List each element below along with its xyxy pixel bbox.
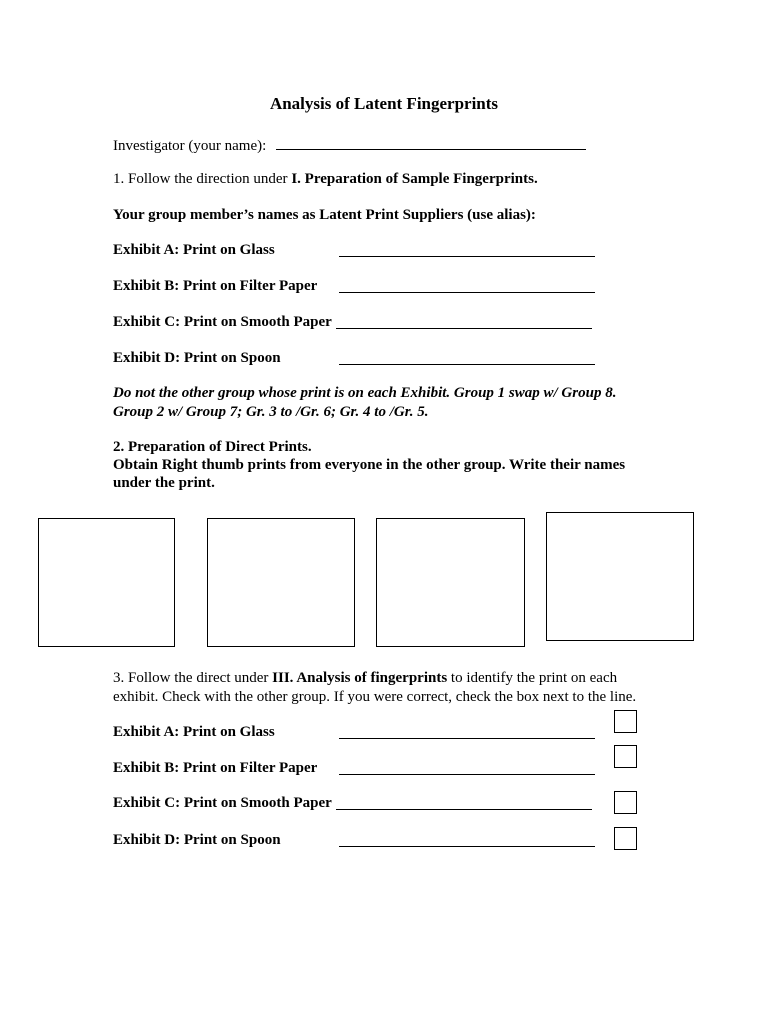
exhibit-d-row xyxy=(113,349,281,368)
step2-heading-text: 2. Preparation of Direct Prints. xyxy=(113,439,312,455)
exhibit-b-row xyxy=(113,277,317,296)
exhibit-c-blank[interactable] xyxy=(336,314,592,329)
result-exhibit-c-checkbox[interactable] xyxy=(614,791,637,814)
exhibit-a-row xyxy=(113,241,275,260)
swap-note-line2: Group 2 w/ Group 7; Gr. 3 to /Gr. 6; Gr. 4 to /Gr. 5. xyxy=(113,404,429,420)
exhibit-a-label: Exhibit A: Print on Glass xyxy=(113,242,275,258)
exhibit-b-blank[interactable] xyxy=(339,278,595,293)
investigator-row xyxy=(113,135,586,156)
step2-line1-text: Obtain Right thumb prints from everyone in the other group. Write their names xyxy=(113,457,626,473)
result-exhibit-a-blank[interactable] xyxy=(339,724,595,739)
exhibit-c-label: Exhibit C: Print on Smooth Paper xyxy=(113,314,332,330)
step3-line1 xyxy=(113,669,617,688)
thumbprint-box-2[interactable] xyxy=(207,518,355,647)
investigator-label: Investigator (your name): xyxy=(113,138,267,154)
result-exhibit-c-label: Exhibit C: Print on Smooth Paper xyxy=(113,795,332,811)
exhibit-d-label: Exhibit D: Print on Spoon xyxy=(113,350,281,366)
step1-prefix: 1. Follow the direction under xyxy=(113,171,292,187)
page-title: Analysis of Latent Fingerprints xyxy=(269,94,499,113)
step3-line2: exhibit. Check with the other group. If you were correct, check the box next to the line. xyxy=(113,689,637,705)
result-exhibit-b-blank[interactable] xyxy=(339,760,595,775)
step2-heading xyxy=(113,438,312,457)
exhibit-a-blank[interactable] xyxy=(339,242,595,257)
group-names-label xyxy=(113,206,536,225)
exhibit-d-blank[interactable] xyxy=(339,350,595,365)
swap-note-line1: Do not the other group whose print is on each Exhibit. Group 1 swap w/ Group 8. xyxy=(113,385,617,401)
step3-prefix: 3. Follow the direct under xyxy=(113,670,273,686)
step1-section-ref: I. Preparation of Sample Fingerprints. xyxy=(291,171,538,187)
result-exhibit-d-row xyxy=(113,831,281,850)
result-exhibit-d-label: Exhibit D: Print on Spoon xyxy=(113,832,281,848)
exhibit-b-label: Exhibit B: Print on Filter Paper xyxy=(113,278,318,294)
group-names-label-text: Your group member’s names as Latent Print Suppliers (use alias): xyxy=(113,207,536,223)
step2-line2 xyxy=(113,474,215,493)
step3-suffix: to identify the print on each xyxy=(447,670,618,686)
result-exhibit-a-row xyxy=(113,723,275,742)
result-exhibit-c-row xyxy=(113,794,332,813)
result-exhibit-c-blank[interactable] xyxy=(336,795,592,810)
thumbprint-box-3[interactable] xyxy=(376,518,525,647)
result-exhibit-b-row xyxy=(113,759,317,778)
result-exhibit-a-checkbox[interactable] xyxy=(614,710,637,733)
step3-section-ref: III. Analysis of fingerprints xyxy=(272,670,448,686)
exhibit-c-row xyxy=(113,313,332,332)
step2-line2-text: under the print. xyxy=(113,475,215,491)
investigator-name-blank[interactable] xyxy=(276,135,586,150)
result-exhibit-b-label: Exhibit B: Print on Filter Paper xyxy=(113,760,318,776)
thumbprint-box-1[interactable] xyxy=(38,518,175,647)
result-exhibit-a-label: Exhibit A: Print on Glass xyxy=(113,724,275,740)
result-exhibit-b-checkbox[interactable] xyxy=(614,745,637,768)
result-exhibit-d-blank[interactable] xyxy=(339,832,595,847)
result-exhibit-d-checkbox[interactable] xyxy=(614,827,637,850)
step1-instruction xyxy=(113,170,538,189)
step2-line1 xyxy=(113,456,625,475)
thumbprint-box-4[interactable] xyxy=(546,512,694,641)
